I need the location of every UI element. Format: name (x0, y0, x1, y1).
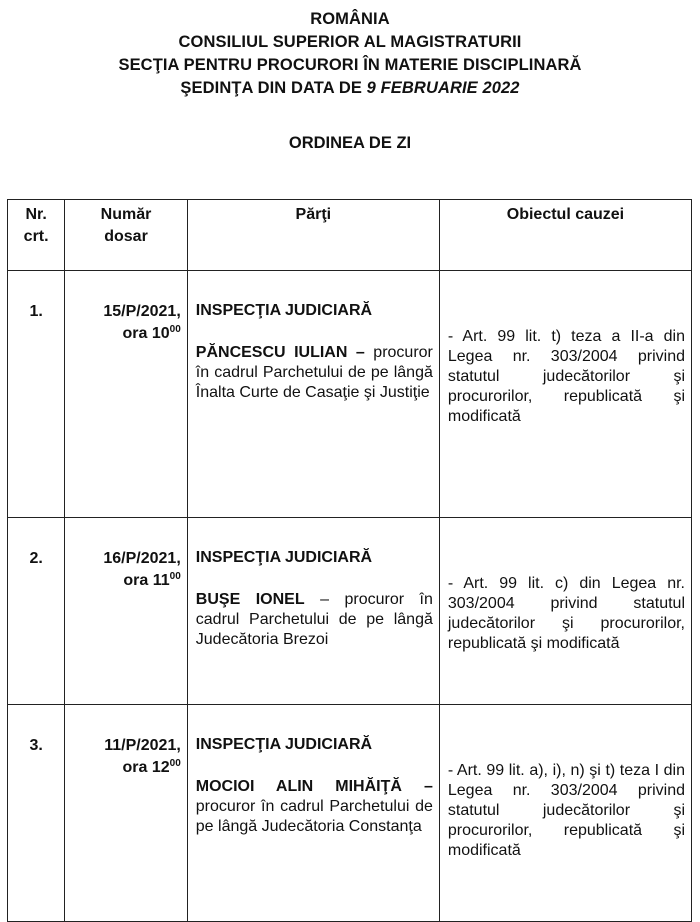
institution-name: INSPECŢIA JUDICIARĂ (195, 736, 373, 753)
header-dosar: Număr dosar (65, 200, 188, 271)
table-header-row (8, 200, 692, 271)
institution-name: INSPECŢIA JUDICIARĂ (195, 302, 373, 319)
case-object: - Art. 99 lit. c) din Legea nr. 303/2004 privind statutul judecătorilor şi procurorilor, republicată şi modificată (439, 518, 691, 705)
row-number: 1. (8, 271, 65, 518)
party-description: procuror în cadrul Parchetului de pe lângă Înalta Curte de Casaţie şi Justiţie (195, 344, 433, 401)
party-name: PĂNCESCU IULIAN – (195, 344, 365, 361)
case-object: - Art. 99 lit. t) teza a II-a din Legea nr. 303/2004 privind statutul judecătorilor şi procurorilor, republicată şi modificată (439, 271, 691, 518)
agenda-table (7, 199, 692, 922)
case-number: 15/P/2021, ora $10^{00}$ (65, 271, 188, 518)
row-number: 2. (8, 518, 65, 705)
table-row (8, 705, 692, 922)
table-row (8, 518, 692, 705)
party-description: procuror în cadrul Parchetului de pe lângă Judecătoria Constanţa (195, 798, 433, 835)
case-time: ora $11^{00}$ (123, 571, 181, 589)
case-number: 16/P/2021, ora $11^{00}$ (65, 518, 188, 705)
case-time: ora $10^{00}$ (122, 324, 181, 342)
document-header (0, 8, 700, 100)
table-row (8, 271, 692, 518)
header-nr: Nr. crt. (8, 200, 65, 271)
header-session (0, 77, 700, 100)
header-section: SECŢIA PENTRU PROCURORI ÎN MATERIE DISCIPLINARĂ (118, 56, 582, 74)
case-time: ora $12^{00}$ (122, 758, 181, 776)
agenda-title: ORDINEA DE ZI (288, 134, 412, 152)
parties-cell (187, 705, 439, 922)
header-obiect: Obiectul cauzei (439, 200, 691, 271)
institution-name: INSPECŢIA JUDICIARĂ (195, 549, 373, 566)
party-description: – procuror în cadrul Parchetului de pe lângă Judecătoria Brezoi (195, 591, 433, 648)
parties-cell (187, 518, 439, 705)
party-name: MOCIOI ALIN MIHĂIŢĂ – (195, 778, 433, 795)
row-number: 3. (8, 705, 65, 922)
case-number: 11/P/2021, ora $12^{00}$ (65, 705, 188, 922)
party-name: BUŞE IONEL (195, 591, 305, 608)
parties-cell (187, 271, 439, 518)
header-session-prefix: ŞEDINŢA DIN DATA DE (180, 79, 362, 97)
header-country: ROMÂNIA (310, 10, 390, 28)
header-institution: CONSILIUL SUPERIOR AL MAGISTRATURII (178, 33, 522, 51)
case-object: - Art. 99 lit. a), i), n) şi t) teza I din Legea nr. 303/2004 privind statutul judecătorilor şi procurorilor, republicată şi modificată (439, 705, 691, 922)
header-parti: Părţi (187, 200, 439, 271)
header-session-date: 9 FEBRUARIE 2022 (366, 79, 520, 97)
